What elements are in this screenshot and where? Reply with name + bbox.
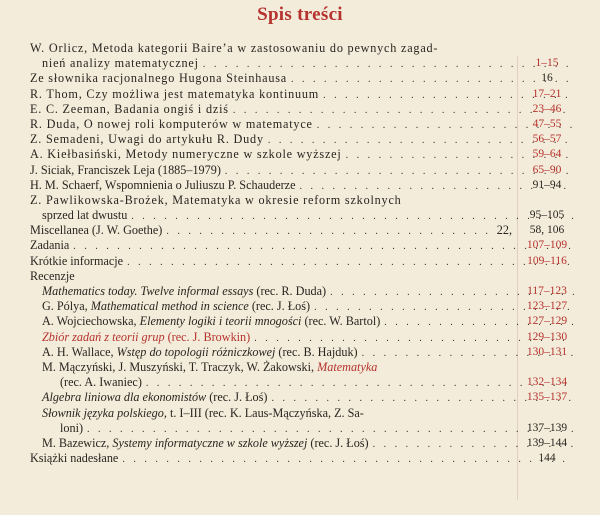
entry-line-2: sprzed lat dwustu xyxy=(42,208,128,223)
entry-pages: 58, 106 xyxy=(529,224,565,237)
entry-pages: 107–109 xyxy=(526,239,568,252)
entry-text: Książki nadesłane xyxy=(30,451,119,466)
review-reviewer: (rec. B. Hajduk) xyxy=(275,344,358,359)
entry-text: Krótkie informacje xyxy=(30,253,124,268)
entry-line-2: nień analizy matematycznej xyxy=(42,56,199,71)
review-reviewer: (rec. J. Łoś) xyxy=(307,435,369,450)
review-reviewer: (rec. J. Browkin) xyxy=(164,329,251,344)
review-author: M. Bazewicz, xyxy=(42,435,113,450)
entry-pages: 132–134 xyxy=(526,376,568,389)
toc-entry-ksiazki-nadeslane[interactable] xyxy=(30,451,578,466)
toc-review-zbior-zadan[interactable] xyxy=(30,330,578,345)
entry-pages: 137–139 xyxy=(526,421,568,434)
toc-review-algebra-liniowa[interactable] xyxy=(30,390,578,405)
toc-review-maczynski[interactable] xyxy=(30,360,578,390)
toc-entry-thom[interactable] xyxy=(30,87,578,102)
entry-pages: 127–129 xyxy=(526,315,568,328)
leader-dots xyxy=(127,255,574,270)
entry-pages: 123–127 xyxy=(526,300,568,313)
toc-list xyxy=(30,41,578,466)
review-title: Zbiór zadań z teorii grup xyxy=(42,329,165,344)
entry-text: Zadania xyxy=(30,238,70,253)
toc-entry-duda[interactable] xyxy=(30,117,578,132)
leader-dots xyxy=(146,376,574,391)
leader-dots xyxy=(122,452,574,467)
entry-pages: 144 xyxy=(538,452,556,465)
review-author: A. Wojciechowska, xyxy=(42,314,140,329)
entry-pages: 117–123 xyxy=(527,285,567,297)
review-title: Mathematics today. Twelve informal essays xyxy=(42,284,254,298)
toc-entry-krotkie-informacje[interactable] xyxy=(30,254,578,269)
review-author: A. H. Wallace, xyxy=(42,344,117,359)
entry-text: E. C. Zeeman, Badania ongiś i dziś xyxy=(30,101,229,116)
review-reviewer: (rec. A. Iwaniec) xyxy=(60,375,142,390)
review-title: Algebra liniowa dla ekonomistów xyxy=(42,390,207,405)
toc-entry-zeeman[interactable] xyxy=(30,102,578,117)
toc-entry-kielbasinski[interactable] xyxy=(30,147,578,162)
toc-entry-semadeni[interactable] xyxy=(30,132,578,147)
entry-pages: 95–105 xyxy=(529,209,565,222)
entry-text: A. Kiełbasiński, Metody numeryczne w szkole wyższej xyxy=(30,147,342,162)
page-title: Spis treści xyxy=(257,4,343,25)
review-title: Matematyka xyxy=(317,359,378,374)
review-author: M. Mączyński, J. Muszyński, T. Traczyk, W. Żakowski, xyxy=(42,359,318,374)
entry-pages-extra: 22, xyxy=(496,223,512,238)
leader-dots xyxy=(166,224,492,239)
entry-pages: 47–55 xyxy=(532,117,562,130)
review-reviewer: (rec. R. Duda) xyxy=(253,284,327,298)
toc-entry-orlicz[interactable] xyxy=(30,41,578,71)
entry-pages: 65–90 xyxy=(532,163,562,176)
entry-pages: 135–137 xyxy=(526,391,568,404)
review-title: Systemy informatyczne w szkole wyższej xyxy=(112,435,308,450)
leader-dots xyxy=(73,239,574,254)
entry-text: Ze słownika racjonalnego Hugona Steinhausa xyxy=(30,71,287,86)
review-title: Elementy logiki i teorii mnogości xyxy=(139,314,302,329)
review-reviewer-cont: loni) xyxy=(60,420,84,435)
toc-review-mathematics-today[interactable] xyxy=(30,284,578,299)
entry-line-1: W. Orlicz, Metoda kategorii Baire’a w zastosowaniu do pewnych zagad- xyxy=(30,41,439,55)
entry-text: H. M. Schaerf, Wspomnienia o Juliuszu P. Schauderze xyxy=(30,177,296,192)
review-reviewer: t. I–III (rec. K. Laus-Mączyńska, Z. Sa- xyxy=(166,405,364,420)
toc-review-slownik[interactable] xyxy=(30,406,578,436)
leader-dots xyxy=(87,422,574,437)
toc-entry-miscellanea[interactable] xyxy=(30,223,578,238)
review-reviewer: (rec. J. Łoś) xyxy=(248,299,311,314)
review-title: Wstęp do topologii różniczkowej xyxy=(116,344,276,359)
toc-entry-steinhaus[interactable] xyxy=(30,71,578,86)
leader-dots xyxy=(131,209,574,224)
toc-entry-zadania[interactable] xyxy=(30,238,578,253)
toc-review-bazewicz[interactable] xyxy=(30,436,578,451)
entry-text: Miscellanea (J. W. Goethe) xyxy=(30,223,163,238)
section-heading: Recenzje xyxy=(30,268,75,283)
entry-pages: 17–21 xyxy=(532,87,562,100)
toc-entry-pawlikowska[interactable] xyxy=(30,193,578,223)
toc-entry-siciak[interactable] xyxy=(30,163,578,178)
entry-pages: 139–144 xyxy=(526,436,568,449)
entry-pages: 130–131 xyxy=(526,345,568,358)
entry-pages: 59–64 xyxy=(532,148,562,161)
review-reviewer: (rec. J. Łoś) xyxy=(206,390,268,405)
entry-pages: 1–15 xyxy=(535,57,559,70)
review-author: G. Pólya, xyxy=(42,299,91,314)
toc-section-recenzje xyxy=(30,269,578,284)
entry-pages: 109–116 xyxy=(527,254,567,267)
entry-pages: 129–130 xyxy=(526,330,568,343)
entry-text: Z. Semadeni, Uwagi do artykułu R. Dudy xyxy=(30,132,264,147)
review-title: Słownik języka polskiego, xyxy=(42,405,167,420)
entry-line-1: Z. Pawlikowska-Brożek, Matematyka w okresie reform szkolnych xyxy=(30,192,402,207)
review-reviewer: (rec. W. Bartol) xyxy=(301,314,381,329)
toc-review-wallace[interactable] xyxy=(30,345,578,360)
entry-pages: 23–46 xyxy=(532,102,562,115)
review-title: Mathematical method in science xyxy=(90,299,249,314)
entry-text: R. Duda, O nowej roli komputerów w matematyce xyxy=(30,116,313,131)
entry-text: J. Siciak, Franciszek Leja (1885–1979) xyxy=(30,162,221,177)
entry-pages: 56–57 xyxy=(532,133,562,146)
toc-review-polya[interactable] xyxy=(30,299,578,314)
toc-entry-schaerf[interactable] xyxy=(30,178,578,193)
entry-pages: 91–94 xyxy=(532,178,562,191)
entry-text: R. Thom, Czy możliwa jest matematyka kontinuum xyxy=(30,86,320,101)
entry-pages: 16 xyxy=(541,72,553,85)
toc-review-wojciechowska[interactable] xyxy=(30,314,578,329)
